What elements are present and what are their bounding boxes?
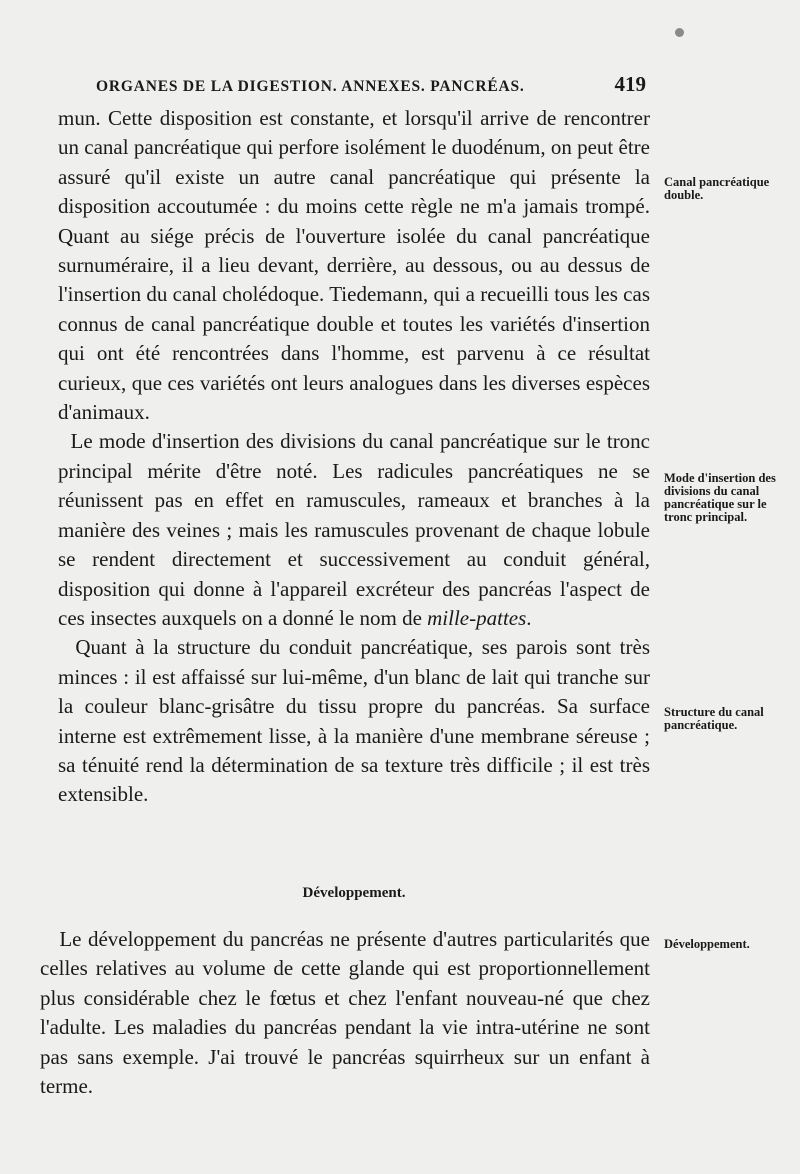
paragraph-2-text: Le mode d'insertion des divisions du canal pancréatique sur le tronc principal mérite d'être noté. Les radicules pancréatiques ne se réunissent pas en effet en ramuscules, rameaux et branches à la manière des veines ; mais les ramuscules provenant de chaque lobule se rendent directement et successivement au conduit général, disposition qui donne à l'appareil excréteur des pancréas l'aspect de ces insectes auxquels on a donné le nom de — [58, 429, 651, 630]
margin-note-1: Canal pancréatique double. — [664, 175, 770, 202]
header-title: ORGANES DE LA DIGESTION. ANNEXES. PANCRÉAS. — [96, 78, 525, 95]
ink-spot — [675, 28, 684, 37]
paragraph-3 — [58, 633, 650, 809]
paragraph-4 — [40, 925, 650, 1101]
paragraph-1: mun. Cette disposition est constante, et lorsqu'il arrive de rencontrer un canal pancréatique qui perfore isolément le duodénum, on peut être assuré qu'il existe un autre canal pancréatique qui présente la disposition accoutumée : du moins cette règle ne m'a jamais trompé. Quant au siége précis de l'ouverture isolée du canal pancréatique surnuméraire, il a lieu devant, derrière, au dessous, ou au dessus de l'insertion du canal cholédoque. Tiedemann, qui a recueilli tous les cas connus de canal pancréatique double et toutes les variétés d'insertion qui ont été rencontrées dans l'homme, est parvenu à ce résultat curieux, que ces variétés ont leurs analogues dans les diverses espèces d'animaux. — [58, 106, 650, 425]
paragraph-2 — [58, 427, 650, 633]
page-number: 419 — [614, 72, 646, 96]
paragraph-2-end: . — [526, 605, 532, 630]
italic-term: mille-pattes — [427, 605, 527, 630]
paragraph-4-text: Le développement du pancréas ne présente d'autres particularités que celles relatives au volume de cette glande qui est proportionnellement plus considérable chez le fœtus et chez l'enfant nouveau-né que chez l'adulte. Les maladies du pancréas pendant la vie intra-utérine ne sont pas sans exemple. J'ai trouvé le pancréas squirrheux sur un enfant à terme. — [40, 927, 651, 1099]
margin-note-3: Structure du canal pancréatique. — [664, 705, 764, 732]
paragraph-3-text: Quant à la structure du conduit pancréatique, ses parois sont très minces : il est affaissé sur lui-même, d'un blanc de lait qui tranche sur la couleur blanc-grisâtre du tissu propre du pancréas. Sa surface interne est extrêmement lisse, à la manière d'une membrane séreuse ; sa ténuité rend la détermination de sa texture très difficile ; il est très extensible. — [58, 635, 651, 807]
running-header — [96, 72, 646, 97]
main-text-2 — [40, 925, 650, 1101]
margin-note-4: Développement. — [664, 937, 750, 951]
section-heading: Développement. — [302, 885, 406, 901]
main-text — [58, 104, 650, 810]
margin-note-2: Mode d'insertion des divisions du canal pancréatique sur le tronc principal. — [664, 471, 776, 524]
